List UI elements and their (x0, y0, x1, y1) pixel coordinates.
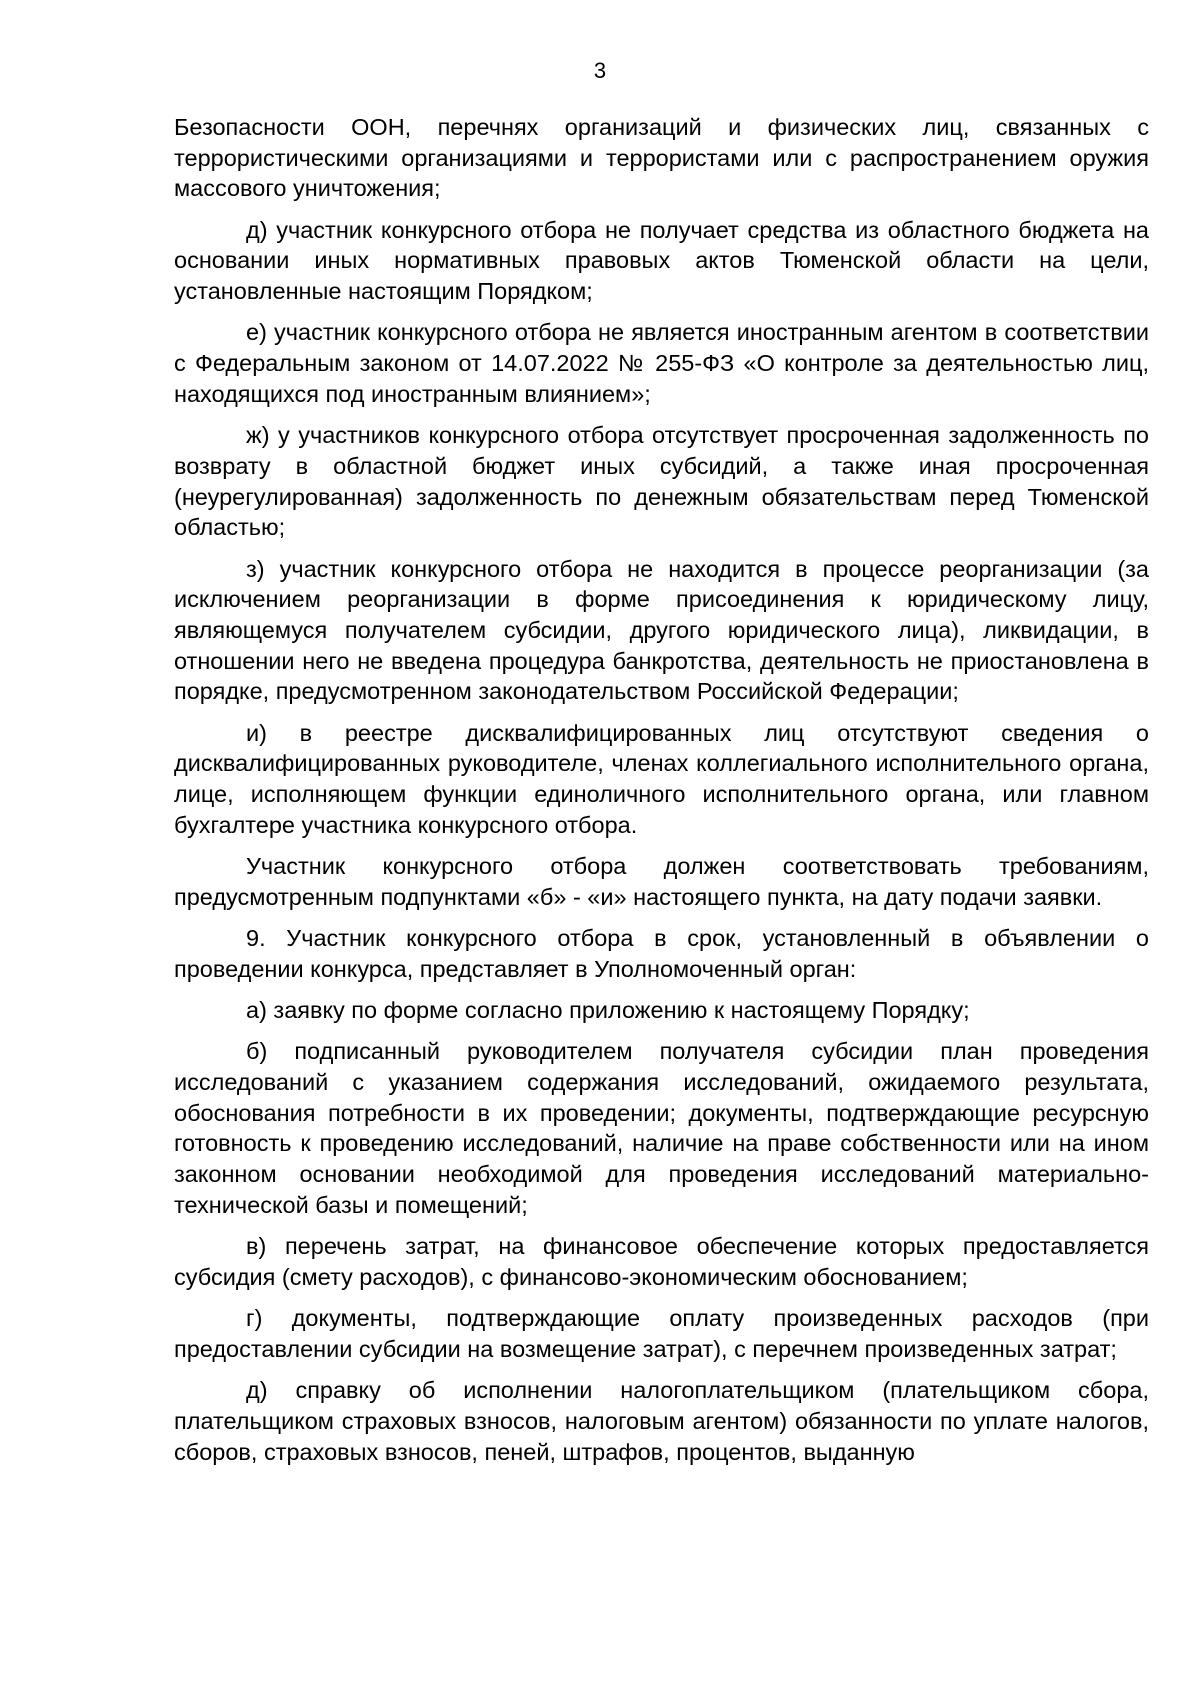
paragraph-item-e: е) участник конкурсного отбора не является иностранным агентом в соответствии с Федеральным законом от 14.07.2022 № 255-ФЗ «О контроле за деятельностью лиц, находящихся под иностранным влиянием»; (174, 319, 1149, 407)
paragraph-point-9-d: д) справку об исполнении налогоплательщиком (плательщиком сбора, плательщиком страховых взносов, налоговым агентом) обязанности по уплате налогов, сборов, страховых взносов, пеней, штрафов, процентов, выданную (174, 1377, 1149, 1465)
paragraph-continuation: Безопасности ООН, перечнях организаций и физических лиц, связанных с террористическими организациями и террористами или с распространением оружия массового уничтожения; (174, 114, 1149, 202)
paragraph-point-9-v: в) перечень затрат, на финансовое обеспечение которых предоставляется субсидия (смету расходов), с финансово-экономическим обоснованием; (174, 1233, 1149, 1290)
paragraph-item-i: и) в реестре дисквалифицированных лиц отсутствуют сведения о дисквалифицированных руководителе, членах коллегиального исполнительного органа, лице, исполняющем функции единоличного исполнительного органа, или главном бухгалтере участника конкурсного отбора. (174, 719, 1149, 838)
document-body (174, 112, 1149, 1478)
paragraph-item-z: з) участник конкурсного отбора не находится в процессе реорганизации (за исключением реорганизации в форме присоединения к юридическому лицу, являющемуся получателем субсидии, другого юридического лица), ликвидации, в отношении него не введена процедура банкротства, деятельность не приостановлена в порядке, предусмотренном законодательством Российской Федерации; (174, 555, 1149, 705)
paragraph-point-9-b: б) подписанный руководителем получателя субсидии план проведения исследований с указанием содержания исследований, ожидаемого результата, обоснования потребности в их проведении; документы, подтверждающие ресурсную готовность к проведению исследований, наличие на праве собственности или на ином законном основании необходимой для проведения исследований материально-технической базы и помещений; (174, 1038, 1149, 1218)
paragraph-item-d: д) участник конкурсного отбора не получает средства из областного бюджета на основании иных нормативных правовых актов Тюменской области на цели, установленные настоящим Порядком; (174, 216, 1149, 305)
paragraph-point-9-g: г) документы, подтверждающие оплату произведенных расходов (при предоставлении субсидии на возмещение затрат), с перечнем произведенных затрат; (174, 1305, 1149, 1362)
paragraph-requirements-note: Участник конкурсного отбора должен соответствовать требованиям, предусмотренным подпунктами «б» - «и» настоящего пункта, на дату подачи заявки. (174, 853, 1149, 910)
paragraph-point-9-a: а) заявку по форме согласно приложению к настоящему Порядку; (246, 997, 970, 1024)
page-number: 3 (593, 58, 607, 83)
paragraph-point-9: 9. Участник конкурсного отбора в срок, установленный в объявлении о проведении конкурса, представляет в Уполномоченный орган: (174, 925, 1149, 982)
paragraph-item-zh: ж) у участников конкурсного отбора отсутствует просроченная задолженность по возврату в областной бюджет иных субсидий, а также иная просроченная (неурегулированная) задолженность по денежным обязательствам перед Тюменской областью; (174, 422, 1149, 541)
